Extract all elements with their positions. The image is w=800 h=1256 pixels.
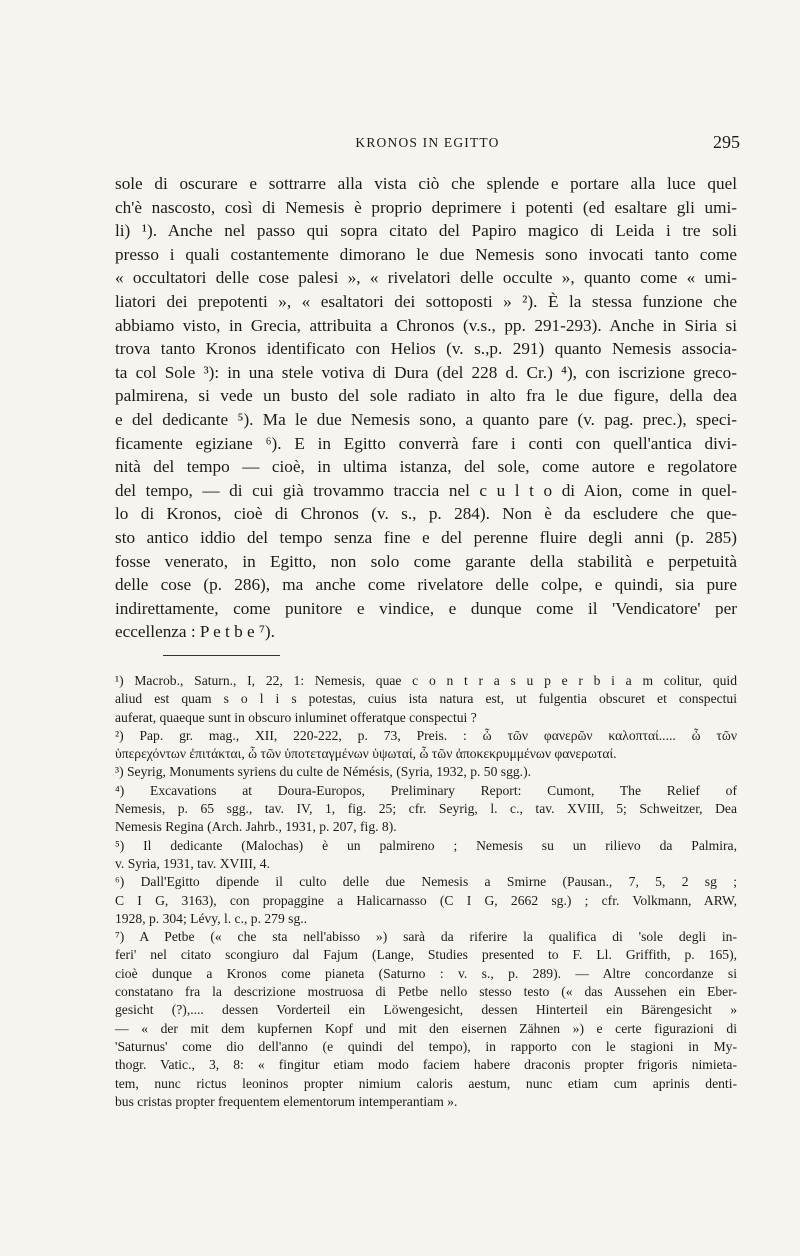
text-line: li) ¹). Anche nel passo qui sopra citato del Papiro magico di Leida i tre soli [115,221,737,241]
text-line: nità del tempo — cioè, in ultima istanza, del sole, come autore e regolatore [115,457,737,477]
text-line: indirettamente, come punitore e vindice, e dunque come il 'Vendicatore' per [115,598,737,618]
text-line: trova tanto Kronos identificato con Helios (v. s.,p. 291) quanto Nemesis associa- [115,339,737,359]
footnote-line: ²) Pap. gr. mag., XII, 220-222, p. 73, Preis. : ὦ τῶν φανερῶν καλοπταί..... ὦ τῶν [115,727,737,743]
footnote-line: 'Saturnus' come dio dell'anno (e quindi del tempo), in rapporto con le stagioni in My- [115,1038,737,1054]
footnote-line: 1928, p. 304; Lévy, l. c., p. 279 sg.. [115,910,308,926]
text-line: « occultatori delle cose palesi », « rivelatori delle occulte », quanto come « umi- [115,268,737,288]
text-line: liatori dei prepotenti », « esaltatori dei sottoposti » ²). È la stessa funzione che [115,291,737,311]
footnote-line: bus cristas propter frequentem elementorum intemperantiam ». [115,1093,458,1109]
footnote-line: aliud est quam s o l i s potestas, cuius ista natura est, ut fulgentia obscuret et conspectui [115,691,737,707]
text-line: e del dedicante ⁵). Ma le due Nemesis sono, a quanto pare (v. pag. prec.), speci- [115,409,737,429]
footnote-line: gesicht (?),.... dessen Vorderteil ein Löwengesicht, dessen Hinterteil ein Bärengesicht » [115,1002,737,1018]
footnote-line: ⁶) Dall'Egitto dipende il culto delle due Nemesis a Smirne (Pausan., 7, 5, 2 sg ; [115,874,737,890]
text-line: sole di oscurare e sottrarre alla vista ciò che splende e portare alla luce quel [115,174,737,193]
text-line: ch'è nascosto, così di Nemesis è proprio deprimere i potenti (ed esaltare gli umi- [115,197,737,217]
footnote-line: thogr. Vatic., 3, 8: « fingitur etiam modo faciem habere draconis propter frigoris nimieta- [115,1057,737,1073]
text-line: eccellenza : P e t b e ⁷). [115,622,275,642]
running-title: KRONOS IN EGITTO [355,135,500,150]
footnote-line: Nemesis, p. 65 sgg., tav. IV, 1, fig. 25; cfr. Seyrig, l. c., tav. XVIII, 5; Schweitzer, Dea [115,801,737,817]
text-line: sto antico iddio del tempo senza fine e del perenne fluire degli anni (p. 285) [115,527,737,547]
footnote-line: feri' nel citato scongiuro dal Fajum (Lange, Studies presented to F. Ll. Griffith, p. 165), [115,947,737,963]
footnote-line: Nemesis Regina (Arch. Jahrb., 1931, p. 207, fig. 8). [115,819,397,835]
footnote-line: v. Syria, 1931, tav. XVIII, 4. [115,855,270,871]
footnote-line: ὑπερεχόντων ἐπιτάκται, ὦ τῶν ὑποτεταγμένων ὑψωταί, ὦ τῶν ἀποκεκρυμμένων φανερωταί. [115,746,617,762]
footnote-line: auferat, quaeque sunt in obscuro inluminet offeratque conspectui ? [115,709,477,725]
text-line: delle cose (p. 286), ma anche come rivelatore delle colpe, e quindi, sia pure [115,575,737,595]
main-text [115,172,737,644]
text-line: lo di Kronos, cioè di Chronos (v. s., p. 284). Non è da escludere che que- [115,504,737,524]
text-line: abbiamo visto, in Grecia, attribuita a Chronos (v.s., pp. 291-293). Anche in Siria si [115,315,737,335]
footnotes [115,672,737,1111]
text-line: del tempo, — di cui già trovammo traccia nel c u l t o di Aion, come in quel- [115,480,737,500]
text-line: ta col Sole ³): in una stele votiva di Dura (del 228 d. Cr.) ⁴), con iscrizione greco- [115,362,737,382]
footnote-line: ³) Seyrig, Monuments syriens du culte de Némésis, (Syria, 1932, p. 50 sgg.). [115,764,531,780]
footnote-line: C I G, 3163), con propaggine a Halicarnasso (C I G, 2662 sg.) ; cfr. Volkmann, ARW, [115,892,737,908]
footnote-line: constatano fra la descrizione mostruosa di Petbe nello stesso testo (« das Aussehen ein Eber- [115,984,737,1000]
footnote-line: tem, nunc rictus leoninos propter nimium caloris aestum, nunc etiam cum aprinis denti- [115,1075,737,1091]
footnote-separator [163,655,280,656]
footnote-line: ⁷) A Petbe (« che sta nell'abisso ») sarà da riferire la qualifica di 'sole degli in- [115,929,737,945]
page-number: 295 [713,132,740,152]
text-line: fosse venerato, in Egitto, non solo come garante della stabilità e perpetuità [115,551,737,571]
text-line: presso i quali costantemente dimorano le due Nemesis sono invocati tanto come [115,244,737,264]
page-header [115,133,740,157]
text-line: ficamente egiziane ⁶). E in Egitto converrà fare i conti con quell'antica divi- [115,433,737,453]
footnote-line: cioè dunque a Kronos come pianeta (Saturno : v. s., p. 289). — Altre concordanze si [115,965,737,981]
text-line: palmirena, si vede un busto del sole radiato in alto fra le due figure, della dea [115,386,737,406]
footnote-line: ¹) Macrob., Saturn., I, 22, 1: Nemesis, quae c o n t r a s u p e r b i a m colitur, quid [115,673,737,688]
footnote-line: ⁵) Il dedicante (Malochas) è un palmireno ; Nemesis su un rilievo da Palmira, [115,837,737,853]
footnote-line: — « der mit dem kupfernen Kopf und mit den eisernen Zähnen ») e certe figurazioni di [115,1020,737,1036]
footnote-line: ⁴) Excavations at Doura-Europos, Preliminary Report: Cumont, The Relief of [115,782,737,798]
